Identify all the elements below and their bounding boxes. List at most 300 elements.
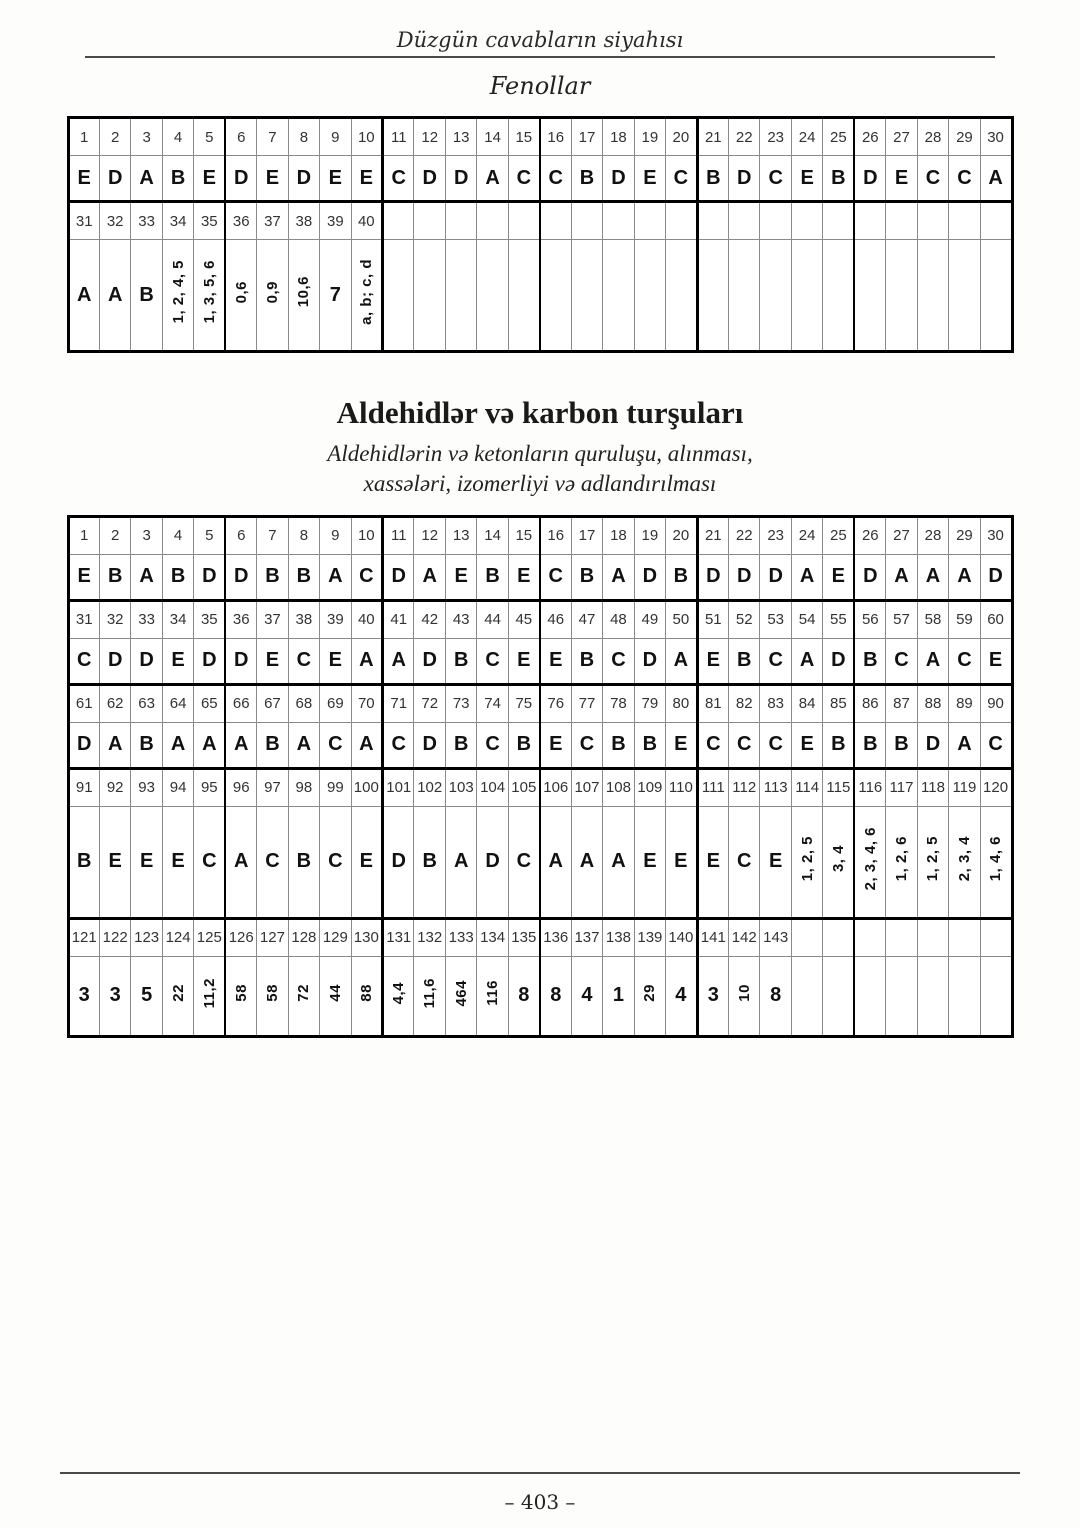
question-number-cell: 65 [194, 684, 225, 722]
question-number-cell: 120 [980, 768, 1012, 806]
answer-cell: C [508, 806, 539, 918]
question-number-cell: 1 [68, 118, 99, 156]
rotated-answer-text: 22 [169, 983, 187, 1002]
question-number-cell: 18 [603, 118, 634, 156]
rotated-answer-text: 10 [735, 983, 753, 1002]
answer-cell: D [225, 554, 256, 600]
answer-cell: C [68, 638, 99, 684]
answer-cell [729, 956, 760, 1036]
answer-cell: A [917, 554, 948, 600]
question-number-cell: 19 [634, 118, 665, 156]
question-number-cell: 13 [445, 516, 476, 554]
answer-cell: D [131, 638, 162, 684]
answer-cell: C [980, 722, 1012, 768]
question-number-cell: 73 [445, 684, 476, 722]
question-number-cell: 14 [477, 118, 508, 156]
question-number-cell: 32 [99, 202, 130, 240]
answer-cell: B [854, 722, 885, 768]
answer-cell: C [666, 156, 697, 202]
answer-cell: C [949, 156, 980, 202]
question-number-cell: 75 [508, 684, 539, 722]
answer-cell: B [571, 638, 602, 684]
answer-cell: E [445, 554, 476, 600]
question-number-cell [477, 202, 508, 240]
question-number-cell: 86 [854, 684, 885, 722]
answer-cell: D [288, 156, 319, 202]
answer-cell: D [383, 554, 414, 600]
question-number-cell: 60 [980, 600, 1012, 638]
page-number: – 403 – [504, 1490, 576, 1514]
rotated-answer-text: 10,6 [295, 276, 313, 308]
question-number-cell: 67 [257, 684, 288, 722]
answer-cell: B [162, 156, 193, 202]
answer-cell: E [540, 638, 571, 684]
question-number-cell: 109 [634, 768, 665, 806]
answer-cell: B [131, 722, 162, 768]
answer-cell: 1 [603, 956, 634, 1036]
answer-cell [162, 240, 193, 352]
question-number-cell: 16 [540, 118, 571, 156]
answer-cell: A [445, 806, 476, 918]
answer-cell: B [571, 156, 602, 202]
answer-cell: A [540, 806, 571, 918]
question-number-cell: 6 [225, 118, 256, 156]
answer-cell: B [823, 722, 854, 768]
question-number-cell: 123 [131, 918, 162, 956]
aldehid-answer-table [67, 515, 1014, 1038]
answer-cell: E [68, 554, 99, 600]
question-number-cell: 70 [351, 684, 382, 722]
rotated-answer-text: 29 [641, 983, 659, 1002]
question-number-cell: 64 [162, 684, 193, 722]
question-number-cell [666, 202, 697, 240]
answer-cell [917, 240, 948, 352]
answer-cell [194, 956, 225, 1036]
answer-cell: 3 [697, 956, 728, 1036]
question-number-cell: 37 [257, 202, 288, 240]
answer-cell: C [760, 638, 791, 684]
question-number-cell: 45 [508, 600, 539, 638]
question-number-cell: 40 [351, 600, 382, 638]
answer-cell: A [791, 554, 822, 600]
answer-cell: D [477, 806, 508, 918]
answer-cell: E [131, 806, 162, 918]
question-number-cell: 138 [603, 918, 634, 956]
question-number-row [68, 684, 1012, 722]
rotated-answer-text: 1, 2, 6 [893, 836, 910, 882]
question-number-cell: 143 [760, 918, 791, 956]
answer-cell: D [383, 806, 414, 918]
question-number-cell: 78 [603, 684, 634, 722]
answer-cell [917, 956, 948, 1036]
question-number-cell: 124 [162, 918, 193, 956]
answer-cell: 3 [68, 956, 99, 1036]
rotated-answer-text: 0,6 [232, 280, 250, 304]
question-number-cell: 57 [886, 600, 917, 638]
question-number-cell: 62 [99, 684, 130, 722]
answer-cell: E [320, 638, 351, 684]
answer-cell [729, 240, 760, 352]
question-number-cell: 28 [917, 516, 948, 554]
answer-cell [477, 956, 508, 1036]
answer-cell [886, 956, 917, 1036]
question-number-cell: 14 [477, 516, 508, 554]
question-number-cell: 84 [791, 684, 822, 722]
question-number-cell: 83 [760, 684, 791, 722]
rotated-answer-text: 4,4 [390, 981, 408, 1004]
question-number-cell: 44 [477, 600, 508, 638]
question-number-cell [540, 202, 571, 240]
rotated-answer-text: 3, 4 [829, 845, 847, 873]
answer-cell: D [225, 156, 256, 202]
question-number-cell: 5 [194, 516, 225, 554]
answer-cell: A [194, 722, 225, 768]
answer-cell: D [68, 722, 99, 768]
question-number-cell: 1 [68, 516, 99, 554]
answer-cell: B [414, 806, 445, 918]
answer-cell: E [980, 638, 1012, 684]
question-number-cell: 30 [980, 516, 1012, 554]
footer-rule [60, 1472, 1020, 1474]
question-number-cell: 35 [194, 202, 225, 240]
answer-cell: C [383, 156, 414, 202]
question-number-cell: 35 [194, 600, 225, 638]
question-number-cell: 139 [634, 918, 665, 956]
question-number-cell [571, 202, 602, 240]
answer-cell: A [949, 722, 980, 768]
question-number-cell: 4 [162, 516, 193, 554]
answer-cell: B [445, 722, 476, 768]
page-header [0, 0, 1080, 52]
answer-cell: D [760, 554, 791, 600]
answer-cell: 8 [760, 956, 791, 1036]
question-number-cell: 53 [760, 600, 791, 638]
answer-cell: D [854, 156, 885, 202]
question-number-cell: 10 [351, 516, 382, 554]
question-number-cell: 135 [508, 918, 539, 956]
question-number-cell: 21 [697, 118, 728, 156]
question-number-cell: 15 [508, 118, 539, 156]
answer-cell: A [351, 638, 382, 684]
answer-cell: 5 [131, 956, 162, 1036]
answer-cell [445, 956, 476, 1036]
question-number-cell: 21 [697, 516, 728, 554]
question-number-cell: 3 [131, 118, 162, 156]
question-number-cell: 18 [603, 516, 634, 554]
question-number-cell: 9 [320, 118, 351, 156]
answer-cell [697, 240, 728, 352]
question-number-cell: 82 [729, 684, 760, 722]
answer-cell [414, 240, 445, 352]
answer-cell [603, 240, 634, 352]
question-number-cell: 90 [980, 684, 1012, 722]
question-number-cell: 112 [729, 768, 760, 806]
answer-cell [414, 956, 445, 1036]
question-number-cell: 63 [131, 684, 162, 722]
answer-cell [194, 240, 225, 352]
answer-cell: E [634, 156, 665, 202]
answer-cell: B [99, 554, 130, 600]
question-number-cell: 89 [949, 684, 980, 722]
answer-cell: D [414, 156, 445, 202]
answer-cell: A [980, 156, 1012, 202]
question-number-cell: 6 [225, 516, 256, 554]
question-number-row [68, 202, 1012, 240]
answer-cell: C [351, 554, 382, 600]
answer-cell: 3 [99, 956, 130, 1036]
question-number-cell: 66 [225, 684, 256, 722]
question-number-cell [917, 202, 948, 240]
rotated-answer-text: 11,6 [421, 977, 439, 1008]
answer-cell: C [949, 638, 980, 684]
answer-cell: E [666, 806, 697, 918]
question-number-cell: 136 [540, 918, 571, 956]
answer-row [68, 806, 1012, 918]
question-number-cell [760, 202, 791, 240]
answer-cell: B [162, 554, 193, 600]
answer-cell: C [320, 806, 351, 918]
question-number-cell: 51 [697, 600, 728, 638]
answer-cell: C [508, 156, 539, 202]
answer-cell: E [886, 156, 917, 202]
question-number-cell: 41 [383, 600, 414, 638]
answer-cell: D [99, 638, 130, 684]
answer-cell [477, 240, 508, 352]
answer-cell [854, 956, 885, 1036]
question-number-cell: 100 [351, 768, 382, 806]
answer-cell [383, 956, 414, 1036]
answer-cell: A [949, 554, 980, 600]
answer-cell: A [666, 638, 697, 684]
question-number-cell: 77 [571, 684, 602, 722]
question-number-cell: 32 [99, 600, 130, 638]
answer-cell: D [634, 638, 665, 684]
answer-cell: C [886, 638, 917, 684]
answer-cell: B [697, 156, 728, 202]
answer-cell [949, 956, 980, 1036]
question-number-cell: 40 [351, 202, 382, 240]
answer-cell: D [823, 638, 854, 684]
question-number-cell: 22 [729, 118, 760, 156]
question-number-cell: 4 [162, 118, 193, 156]
answer-cell: 8 [540, 956, 571, 1036]
answer-cell [445, 240, 476, 352]
section-subtitle [0, 439, 1080, 499]
section-subtitle-line1: Aldehidlərin və ketonların quruluşu, alınması, [327, 441, 753, 466]
question-number-cell: 16 [540, 516, 571, 554]
question-number-cell: 48 [603, 600, 634, 638]
question-number-row [68, 118, 1012, 156]
question-number-cell: 29 [949, 118, 980, 156]
answer-cell: B [634, 722, 665, 768]
answer-cell [791, 806, 822, 918]
answer-cell: B [571, 554, 602, 600]
answer-cell: D [729, 156, 760, 202]
answer-cell: C [477, 638, 508, 684]
answer-cell: C [760, 156, 791, 202]
question-number-cell: 49 [634, 600, 665, 638]
question-number-cell: 25 [823, 118, 854, 156]
question-number-cell: 7 [257, 516, 288, 554]
answer-cell: B [508, 722, 539, 768]
question-number-cell [949, 202, 980, 240]
question-number-cell: 36 [225, 600, 256, 638]
answer-cell: E [257, 638, 288, 684]
question-number-cell: 31 [68, 202, 99, 240]
rotated-answer-text: 1, 2, 4, 5 [169, 260, 187, 324]
answer-cell: B [823, 156, 854, 202]
answer-cell: A [351, 722, 382, 768]
rotated-answer-text: 2, 3, 4 [955, 836, 973, 882]
answer-cell: E [760, 806, 791, 918]
question-number-cell: 7 [257, 118, 288, 156]
question-number-cell: 13 [445, 118, 476, 156]
answer-cell: E [634, 806, 665, 918]
question-number-cell: 29 [949, 516, 980, 554]
answer-cell: A [225, 806, 256, 918]
question-number-cell [791, 918, 822, 956]
question-number-cell: 116 [854, 768, 885, 806]
answer-cell: D [99, 156, 130, 202]
answer-cell: A [477, 156, 508, 202]
question-number-cell: 3 [131, 516, 162, 554]
question-number-cell: 23 [760, 516, 791, 554]
page-header-title: Düzgün cavabların siyahısı [396, 28, 684, 52]
answer-cell: A [288, 722, 319, 768]
question-number-cell [949, 918, 980, 956]
answer-cell: C [540, 554, 571, 600]
answer-cell: A [886, 554, 917, 600]
question-number-cell: 20 [666, 118, 697, 156]
question-number-cell [886, 202, 917, 240]
question-number-cell: 91 [68, 768, 99, 806]
answer-cell: D [194, 554, 225, 600]
answer-cell: E [508, 638, 539, 684]
answer-cell: B [257, 554, 288, 600]
question-number-cell [414, 202, 445, 240]
question-number-cell: 12 [414, 516, 445, 554]
answer-cell [854, 806, 885, 918]
fenollar-answer-table [67, 116, 1014, 353]
question-number-cell: 118 [917, 768, 948, 806]
answer-cell: C [571, 722, 602, 768]
answer-cell [980, 806, 1012, 918]
answer-cell [634, 956, 665, 1036]
question-number-cell: 102 [414, 768, 445, 806]
question-number-cell: 126 [225, 918, 256, 956]
answer-cell: E [791, 722, 822, 768]
question-number-cell: 54 [791, 600, 822, 638]
answer-cell: E [823, 554, 854, 600]
question-number-cell: 55 [823, 600, 854, 638]
answer-cell: E [320, 156, 351, 202]
answer-cell: E [68, 156, 99, 202]
rotated-answer-text: 464 [452, 979, 470, 1007]
answer-cell: A [917, 638, 948, 684]
question-number-cell: 38 [288, 202, 319, 240]
answer-cell: C [603, 638, 634, 684]
question-number-cell: 96 [225, 768, 256, 806]
answer-cell: E [697, 806, 728, 918]
answer-cell: E [194, 156, 225, 202]
question-number-cell: 27 [886, 118, 917, 156]
answer-cell: C [288, 638, 319, 684]
answer-cell [760, 240, 791, 352]
question-number-cell: 8 [288, 516, 319, 554]
answer-cell [980, 956, 1012, 1036]
answer-cell: A [99, 722, 130, 768]
answer-cell: E [351, 156, 382, 202]
question-number-row [68, 918, 1012, 956]
answer-cell: B [603, 722, 634, 768]
answer-cell: D [445, 156, 476, 202]
answer-cell: B [68, 806, 99, 918]
rotated-answer-text: 58 [232, 983, 250, 1002]
question-number-cell: 121 [68, 918, 99, 956]
question-number-cell: 34 [162, 202, 193, 240]
answer-cell [886, 806, 917, 918]
question-number-cell: 30 [980, 118, 1012, 156]
question-number-cell: 69 [320, 684, 351, 722]
question-number-cell: 76 [540, 684, 571, 722]
question-number-cell: 94 [162, 768, 193, 806]
answer-cell: A [603, 806, 634, 918]
answer-cell: E [697, 638, 728, 684]
question-number-cell: 134 [477, 918, 508, 956]
answer-cell [257, 956, 288, 1036]
question-number-cell: 107 [571, 768, 602, 806]
answer-cell: D [980, 554, 1012, 600]
question-number-cell: 88 [917, 684, 948, 722]
section-title: Aldehidlər və karbon turşuları [336, 395, 744, 430]
answer-cell: B [854, 638, 885, 684]
question-number-cell: 79 [634, 684, 665, 722]
question-number-cell: 99 [320, 768, 351, 806]
question-number-cell: 87 [886, 684, 917, 722]
question-number-cell [980, 202, 1012, 240]
answer-cell [949, 240, 980, 352]
answer-cell: C [194, 806, 225, 918]
question-number-cell: 28 [917, 118, 948, 156]
answer-row [68, 240, 1012, 352]
question-number-cell: 24 [791, 516, 822, 554]
answer-cell [508, 240, 539, 352]
rotated-answer-text: a, b; c, d [357, 259, 375, 325]
header-rule [85, 56, 995, 58]
question-number-cell: 127 [257, 918, 288, 956]
question-number-cell: 132 [414, 918, 445, 956]
answer-cell: A [131, 554, 162, 600]
question-number-cell: 20 [666, 516, 697, 554]
answer-cell: A [603, 554, 634, 600]
answer-cell: E [162, 638, 193, 684]
question-number-cell: 115 [823, 768, 854, 806]
question-number-cell: 56 [854, 600, 885, 638]
question-number-cell: 2 [99, 118, 130, 156]
answer-cell [320, 956, 351, 1036]
answer-cell: C [477, 722, 508, 768]
answer-cell: 8 [508, 956, 539, 1036]
rotated-answer-text: 2, 3, 4, 6 [861, 827, 879, 891]
question-number-cell: 58 [917, 600, 948, 638]
answer-row [68, 722, 1012, 768]
rotated-answer-text: 1, 2, 5 [924, 836, 942, 882]
answer-cell [225, 240, 256, 352]
question-number-cell: 111 [697, 768, 728, 806]
question-number-cell: 68 [288, 684, 319, 722]
answer-cell: 7 [320, 240, 351, 352]
answer-cell: C [383, 722, 414, 768]
